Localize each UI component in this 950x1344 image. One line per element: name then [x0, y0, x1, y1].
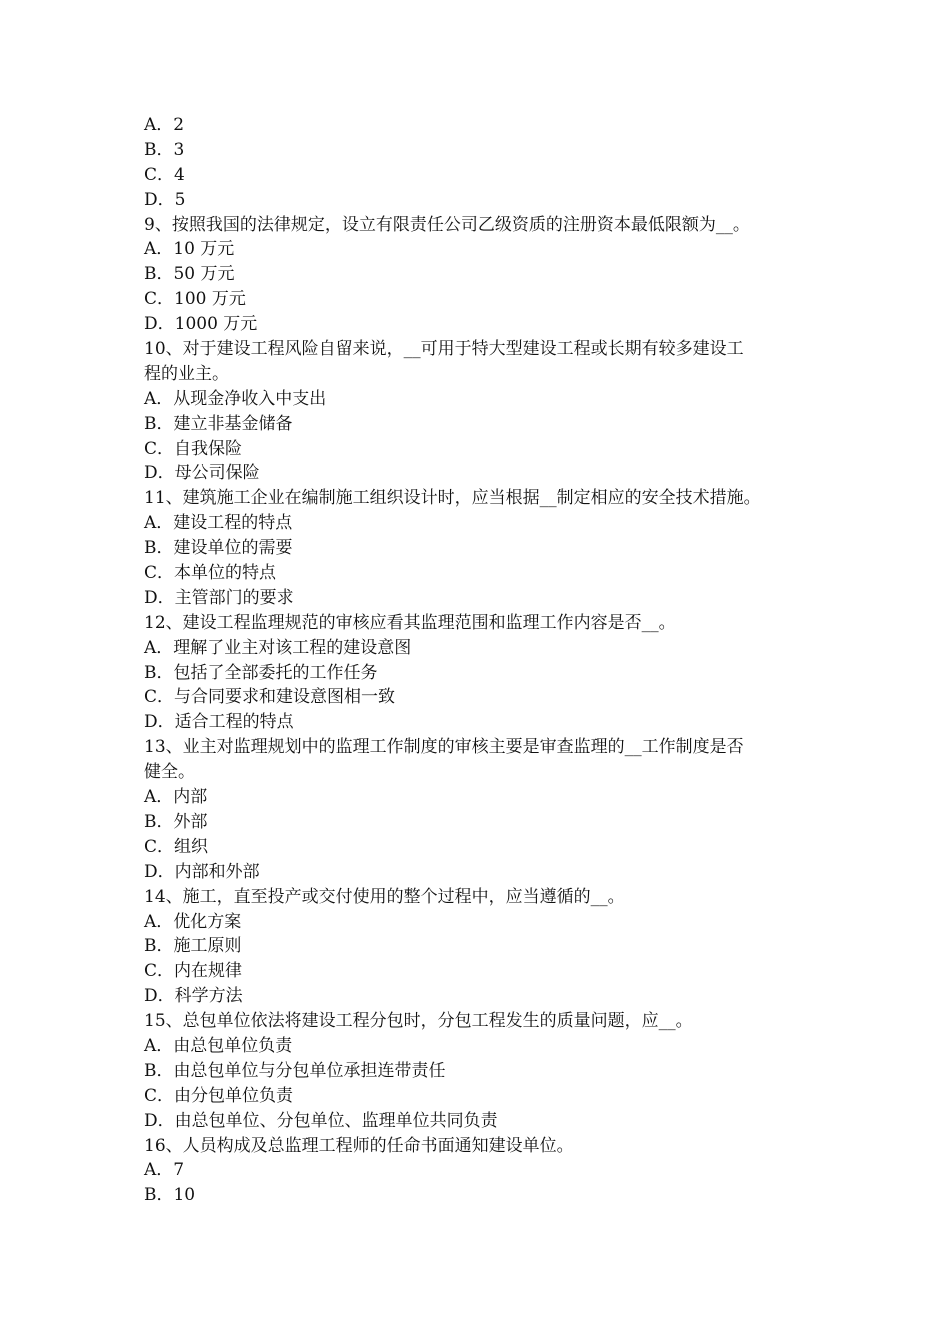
- option-b-q10: B．建立非基金储备: [144, 413, 293, 434]
- question-13-continued: 健全。: [144, 762, 195, 783]
- option-c-q12: C．与合同要求和建设意图相一致: [144, 687, 396, 708]
- option-c-q14: C．内在规律: [144, 961, 243, 982]
- option-d-q12: D．适合工程的特点: [144, 712, 294, 733]
- option-a-q11: A．建设工程的特点: [144, 513, 293, 534]
- question-10: 10、对于建设工程风险自留来说，__可用于特大型建设工程或长期有较多建设工: [144, 339, 744, 360]
- question-15: 15、总包单位依法将建设工程分包时，分包工程发生的质量问题，应__。: [144, 1011, 693, 1032]
- option-c-q9: C．100 万元: [144, 289, 246, 310]
- option-b-q12: B．包括了全部委托的工作任务: [144, 662, 378, 683]
- option-a-q13: A．内部: [144, 787, 208, 808]
- option-c-q15: C．由分包单位负责: [144, 1085, 294, 1106]
- option-a-q15: A．由总包单位负责: [144, 1035, 293, 1056]
- question-9: 9、按照我国的法律规定，设立有限责任公司乙级资质的注册资本最低限额为__。: [144, 214, 750, 235]
- option-b-q15: B．由总包单位与分包单位承担连带责任: [144, 1060, 446, 1081]
- question-13: 13、业主对监理规划中的监理工作制度的审核主要是审查监理的__工作制度是否: [144, 737, 744, 758]
- option-b-q13: B．外部: [144, 811, 208, 832]
- option-c-q8: C．4: [144, 164, 185, 185]
- option-b-q16: B．10: [144, 1185, 196, 1206]
- option-b-q11: B．建设单位的需要: [144, 538, 293, 559]
- option-c-q10: C．自我保险: [144, 438, 243, 459]
- option-c-q13: C．组织: [144, 836, 209, 857]
- question-14: 14、施工，直至投产或交付使用的整个过程中，应当遵循的__。: [144, 886, 625, 907]
- question-11: 11、建筑施工企业在编制施工组织设计时，应当根据__制定相应的安全技术措施。: [144, 488, 761, 509]
- option-d-q15: D．由总包单位、分包单位、监理单位共同负责: [144, 1110, 498, 1131]
- question-16: 16、人员构成及总监理工程师的任命书面通知建设单位。: [144, 1135, 574, 1156]
- option-a-q14: A．优化方案: [144, 911, 242, 932]
- option-b-q14: B．施工原则: [144, 936, 242, 957]
- question-10-continued: 程的业主。: [144, 363, 229, 384]
- option-a-q12: A．理解了业主对该工程的建设意图: [144, 637, 412, 658]
- option-d-q14: D．科学方法: [144, 986, 243, 1007]
- option-a-q10: A．从现金净收入中支出: [144, 388, 327, 409]
- option-a-q8: A．2: [144, 115, 185, 135]
- option-a-q9: A．10 万元: [144, 239, 235, 260]
- option-d-q9: D．1000 万元: [144, 314, 258, 335]
- option-c-q11: C．本单位的特点: [144, 563, 277, 584]
- option-d-q8: D．5: [144, 189, 186, 210]
- option-b-q8: B．3: [144, 139, 185, 160]
- question-12: 12、建设工程监理规范的审核应看其监理范围和监理工作内容是否__。: [144, 612, 676, 633]
- option-d-q13: D．内部和外部: [144, 861, 260, 882]
- option-d-q11: D．主管部门的要求: [144, 587, 294, 608]
- option-d-q10: D．母公司保险: [144, 463, 260, 484]
- option-b-q9: B．50 万元: [144, 264, 235, 285]
- document-page: [144, 113, 824, 1208]
- option-a-q16: A．7: [144, 1160, 185, 1181]
